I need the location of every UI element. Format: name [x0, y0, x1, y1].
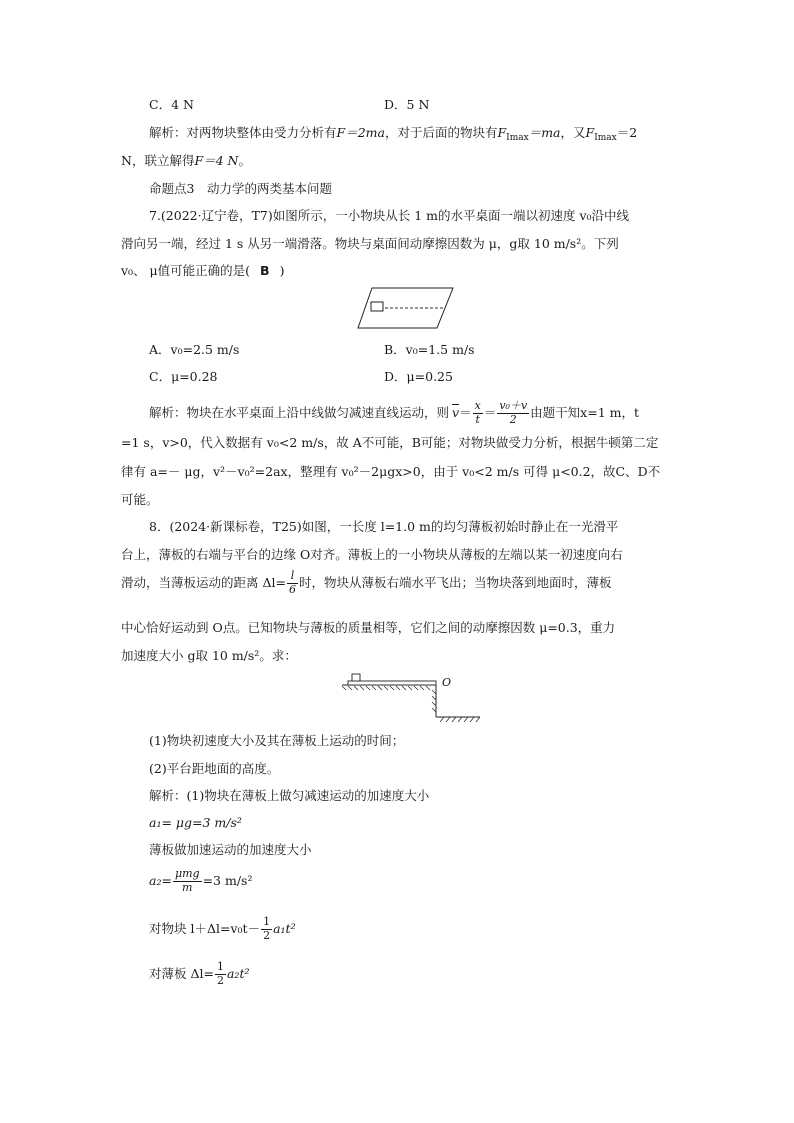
q7-question-tail: v₀、 μ值可能正确的是(	[121, 263, 251, 278]
block	[371, 302, 383, 311]
eq-block	[149, 912, 296, 946]
q7-solution-line4: 可能。	[121, 492, 159, 507]
equals-sign: ＝	[483, 404, 497, 420]
fraction-l-over-6	[287, 570, 298, 596]
eq-a1: a₁= μg=3 m/s²	[149, 815, 242, 830]
numerator: x	[474, 398, 481, 412]
q7-line3	[121, 265, 284, 278]
numerator: l	[287, 570, 298, 584]
numerator: v₀＋v	[499, 398, 528, 412]
analysis-text: 解析：对两物块整体由受力分析有	[149, 125, 337, 140]
analysis-text: ，对于后面的物块有	[384, 125, 498, 140]
q8-sub2: (2)平台距地面的高度。	[149, 761, 280, 776]
q8-sub1: (1)物块初速度大小及其在薄板上运动的时间；	[149, 733, 405, 748]
eq-board-lhs: 对薄板 Δl=	[149, 965, 214, 981]
numerator: 1	[216, 959, 224, 973]
platform-figure	[340, 672, 490, 724]
fraction-half	[215, 961, 226, 987]
eq-block-lhs: 对物块 l＋Δl=v₀t－	[149, 920, 261, 936]
eq-board-rhs: a₂t²	[226, 965, 250, 981]
equation: F＝2ma	[336, 125, 385, 140]
numerator: μmg	[174, 866, 200, 880]
solution-text: 解析：物块在水平桌面上沿中线做匀减速直线运动，则	[149, 404, 450, 420]
board	[348, 681, 436, 685]
q8-line4: 中心恰好运动到 O点。已知物块与薄板的质量相等，它们之间的动摩擦因数 μ=0.3，重力	[121, 620, 616, 635]
paren-close: )	[279, 263, 285, 278]
edge-hatching	[432, 690, 436, 712]
equation: ＝2	[616, 125, 638, 140]
q8-text: 时，物块从薄板右端水平飞出；当物块落到地面时，薄板	[298, 574, 612, 590]
fraction-mean-velocity	[497, 400, 529, 426]
eq-a2-rhs: =3 m/s²	[202, 872, 253, 888]
q8-text: 滑动，当薄板运动的距离 Δl=	[121, 574, 286, 590]
q8-line1: 8．(2024·新课标卷，T25)如图，一长度 l=1.0 m的均匀薄板初始时静止在一光滑平	[149, 519, 619, 534]
numerator: 1	[263, 914, 271, 928]
q7-line1: 7.(2022·辽宁卷，T7)如图所示，一小物块从长 1 m的水平桌面一端以初速度 v₀沿中线	[149, 208, 630, 223]
eq-board	[149, 957, 249, 991]
q7-solution-line3: 律有 a=－ μg，v²－v₀²=2ax，整理有 v₀²－2μgx>0，由于 v₀<2 m/s 可得 μ<0.2，故C、D不	[121, 464, 661, 479]
force-symbol: F	[497, 125, 507, 140]
eq-block-rhs: a₁t²	[273, 920, 296, 936]
q7-solution-line1	[149, 398, 639, 428]
denominator: 2	[216, 973, 224, 987]
period: 。	[238, 153, 252, 168]
q8-line3	[121, 568, 612, 598]
equals-sign: ＝	[459, 404, 472, 420]
q7-line2: 滑向另一端，经过 1 s 从另一端滑落。物块与桌面间动摩擦因数为 μ，g取 10 m/s²。下列	[121, 236, 619, 251]
denominator: 2	[263, 928, 271, 942]
denominator: t	[475, 412, 480, 426]
q7-solution-line2: =1 s，v>0，代入数据有 v₀<2 m/s，故 A不可能，B可能；对物块做受力分析，根据牛顿第二定	[121, 435, 659, 450]
q6-analysis-line1	[149, 127, 637, 143]
option-d: D．μ=0.25	[384, 369, 453, 384]
denominator: 6	[288, 582, 296, 596]
option-d: D．5 N	[384, 97, 430, 112]
small-block	[352, 674, 360, 681]
q8-line2: 台上，薄板的右端与平台的边缘 O对齐。薄板上的一小物块从薄板的左端以某一初速度向右	[121, 547, 623, 562]
solution-text: 由题干知x=1 m，t	[530, 404, 639, 420]
board-accel-text: 薄板做加速运动的加速度大小	[149, 842, 312, 857]
option-c: C．4 N	[149, 97, 194, 112]
table-figure	[356, 286, 456, 332]
denominator: m	[182, 880, 193, 894]
average-velocity: $\overline{v}$	[452, 404, 460, 420]
fraction-half	[261, 916, 272, 942]
q8-solution-intro: 解析：(1)物块在薄板上做匀减速运动的加速度大小	[149, 788, 430, 803]
eq-a2-lhs: a₂=	[149, 872, 172, 888]
option-b: B．v₀=1.5 m/s	[384, 342, 475, 357]
equation: F＝4 N	[194, 153, 239, 168]
eq-a2	[149, 864, 252, 898]
option-c: C．μ=0.28	[149, 369, 218, 384]
option-a: A．v₀=2.5 m/s	[149, 342, 240, 357]
platform-hatching	[342, 686, 430, 690]
fraction-x-over-t	[473, 400, 483, 426]
denominator: 2	[509, 412, 517, 426]
equation: ＝ma	[528, 125, 561, 140]
force-subscript: Imax	[506, 133, 529, 143]
fraction-umg-over-m	[173, 868, 202, 894]
analysis-text: N，联立解得	[121, 153, 195, 168]
q8-line5: 加速度大小 g取 10 m/s²。求：	[121, 648, 297, 663]
force-symbol: F	[585, 125, 595, 140]
section-heading: 命题点3 动力学的两类基本问题	[149, 181, 332, 196]
ground-hatching	[440, 717, 480, 722]
answer-mark: B	[260, 263, 270, 278]
force-subscript: Imax	[594, 133, 617, 143]
q6-analysis-line2	[121, 155, 251, 168]
point-o-label: O	[442, 676, 452, 689]
analysis-text: ，又	[560, 125, 586, 140]
